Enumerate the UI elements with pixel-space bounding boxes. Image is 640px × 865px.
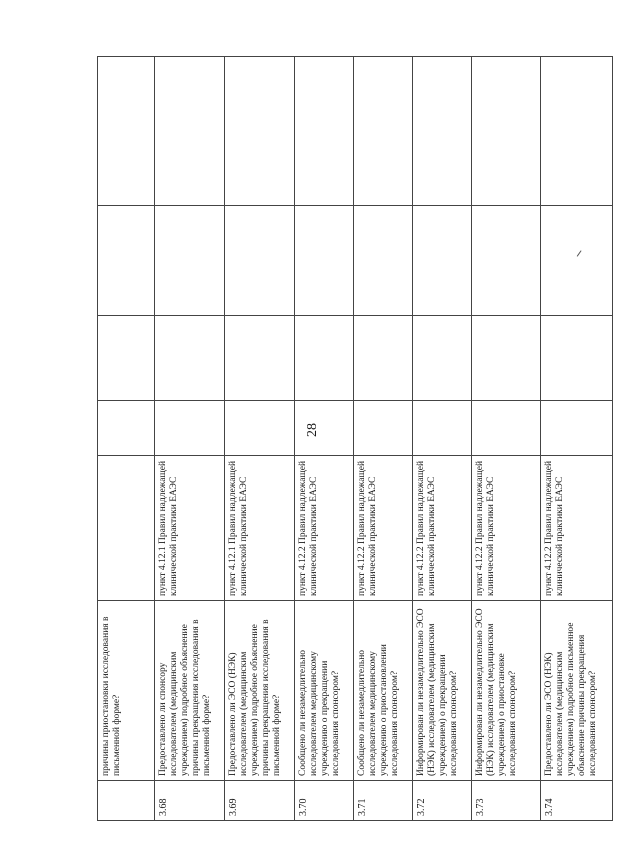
row-number-cell [98, 781, 155, 821]
answer-cell-1 [155, 401, 225, 456]
answer-cell-1 [295, 401, 354, 456]
answer-cell-1 [472, 401, 541, 456]
answer-cell-3 [155, 206, 225, 316]
table-row [295, 57, 354, 821]
row-number-cell: 3.73 [472, 781, 541, 821]
reference-cell: пункт 4.12.2 Правил надлежащей клинической практики ЕАЭС [413, 456, 472, 601]
question-cell: причины приостановки исследования в письменной форме? [98, 601, 155, 781]
answer-cell-3 [472, 206, 541, 316]
question-cell: Предоставлено ли спонсору исследователем (медицинским учреждением) подробное объяснение причины прекращения исследования в письменной форме? [155, 601, 225, 781]
row-number-cell: 3.74 [541, 781, 613, 821]
answer-cell-1 [225, 401, 295, 456]
answer-cell-1 [354, 401, 413, 456]
question-cell: Сообщено ли незамедлительно исследователем медицинскому учреждению о приостановлении исследования спонсором? [354, 601, 413, 781]
row-number-cell: 3.72 [413, 781, 472, 821]
answer-cell-3 [295, 206, 354, 316]
table-row [354, 57, 413, 821]
answer-cell-2 [541, 316, 613, 401]
comment-cell [472, 57, 541, 206]
answer-cell-2 [413, 316, 472, 401]
checklist-table [97, 56, 613, 821]
rotated-table-frame [97, 57, 612, 821]
answer-cell-3 [413, 206, 472, 316]
reference-cell: пункт 4.12.2 Правил надлежащей клинической практики ЕАЭС [295, 456, 354, 601]
answer-cell-3 [354, 206, 413, 316]
reference-cell: пункт 4.12.1 Правил надлежащей клинической практики ЕАЭС [155, 456, 225, 601]
comment-cell [354, 57, 413, 206]
answer-cell-2 [98, 316, 155, 401]
comment-cell [225, 57, 295, 206]
row-number-cell: 3.71 [354, 781, 413, 821]
comment-cell [98, 57, 155, 206]
comment-cell [413, 57, 472, 206]
answer-cell-3 [541, 206, 613, 316]
reference-cell: пункт 4.12.2 Правил надлежащей клинической практики ЕАЭС [354, 456, 413, 601]
reference-cell: пункт 4.12.2 Правил надлежащей клинической практики ЕАЭС [472, 456, 541, 601]
answer-cell-1 [541, 401, 613, 456]
table-body [98, 57, 613, 821]
question-cell: Предоставлено ли ЭСО (НЭК) исследователем (медицинским учреждением) подробное объяснение причины прекращения исследования в письменной форме? [225, 601, 295, 781]
answer-cell-2 [472, 316, 541, 401]
answer-cell-3 [98, 206, 155, 316]
answer-cell-1 [98, 401, 155, 456]
comment-cell [295, 57, 354, 206]
checklist-table-region [97, 57, 612, 821]
question-cell: Сообщено ли незамедлительно исследователем медицинскому учреждению о прекращении исследования спонсором? [295, 601, 354, 781]
page-number: 28 [305, 423, 320, 437]
row-number-cell: 3.68 [155, 781, 225, 821]
table-row [98, 57, 155, 821]
reference-cell: пункт 4.12.2 Правил надлежащей клинической практики ЕАЭС [541, 456, 613, 601]
question-cell: Информирован ли незамедлительно ЭСО (НЭК) исследователем (медицинским учреждением) о прекращении исследования спонсором? [413, 601, 472, 781]
question-cell: Информирован ли незамедлительно ЭСО (НЭК) исследователем (медицинским учреждением) о приостановке исследования спонсором? [472, 601, 541, 781]
answer-cell-1 [413, 401, 472, 456]
question-cell: Предоставлено ли ЭСО (НЭК) исследователем (медицинским учреждением) подробное письменное объяснение причины прекращения исследования спонсором? [541, 601, 613, 781]
answer-cell-2 [225, 316, 295, 401]
comment-cell [155, 57, 225, 206]
answer-cell-2 [295, 316, 354, 401]
answer-cell-3 [225, 206, 295, 316]
table-row [413, 57, 472, 821]
reference-cell [98, 456, 155, 601]
table-row [155, 57, 225, 821]
table-row [472, 57, 541, 821]
comment-cell [541, 57, 613, 206]
answer-cell-2 [354, 316, 413, 401]
row-number-cell: 3.69 [225, 781, 295, 821]
answer-cell-2 [155, 316, 225, 401]
table-row [541, 57, 613, 821]
row-number-cell: 3.70 [295, 781, 354, 821]
reference-cell: пункт 4.12.1 Правил надлежащей клинической практики ЕАЭС [225, 456, 295, 601]
table-row [225, 57, 295, 821]
